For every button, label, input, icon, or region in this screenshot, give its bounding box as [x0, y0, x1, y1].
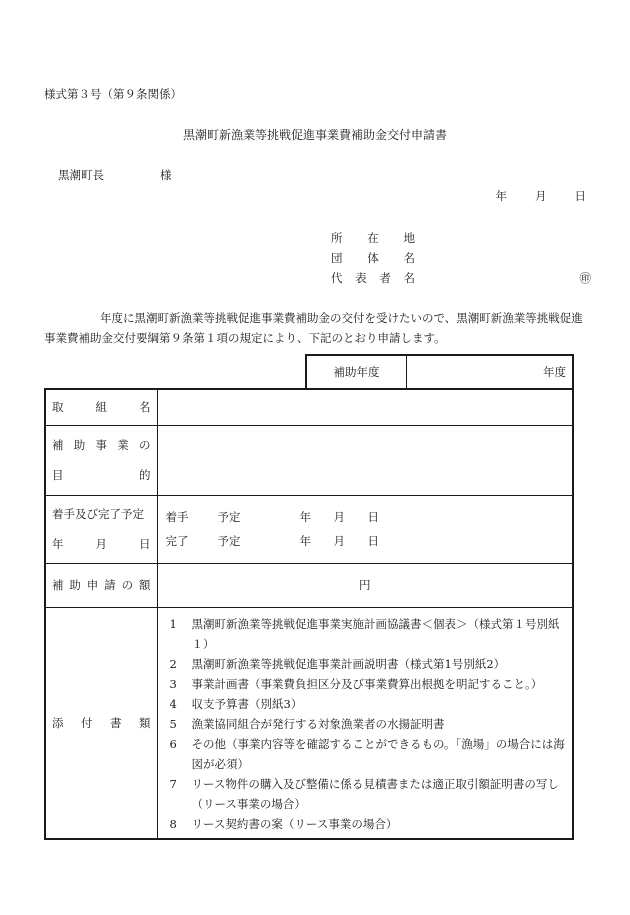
list-item: [170, 694, 567, 714]
char: 所: [331, 231, 343, 245]
schedule-label: [45, 495, 157, 563]
list-item: [170, 814, 567, 834]
end-day: 日: [367, 534, 379, 548]
char: 付: [81, 715, 93, 730]
char: 補: [52, 438, 64, 452]
seal-mark: ㊞: [579, 271, 591, 285]
char: 日: [139, 537, 151, 551]
table-row: [45, 607, 573, 839]
char: 添: [52, 715, 64, 730]
char: 組: [95, 400, 107, 415]
item-number: 3: [169, 676, 177, 691]
list-item: [170, 674, 567, 694]
applicant-group-row: [331, 250, 591, 270]
addressee: [58, 167, 172, 183]
char: 月: [95, 537, 107, 551]
list-item: [170, 714, 567, 734]
list-item: [170, 734, 567, 774]
item-text: リース契約書の案（リース事業の場合）: [191, 816, 398, 831]
char: 額: [138, 578, 151, 592]
table-row: [45, 389, 573, 425]
char: 事: [95, 438, 107, 452]
char: 表: [355, 271, 367, 285]
end-date-line: [166, 529, 573, 553]
table-row: [45, 425, 573, 495]
effort-name-label: [45, 389, 157, 425]
applicant-address-row: [331, 230, 591, 250]
subsidy-year-row: [305, 354, 574, 388]
date-line: [468, 188, 587, 204]
item-number: 7: [169, 776, 177, 791]
end-label: 完了: [165, 534, 189, 548]
purpose-field[interactable]: [157, 425, 573, 495]
purpose-label: [45, 425, 157, 495]
attachments-list: [157, 607, 573, 839]
item-text: その他（事業内容等を確認することができるもの。「漁場」の場合には海図が必須）: [191, 736, 565, 771]
application-statement: 年度に黒潮町新漁業等挑戦促進事業費補助金の交付を受けたいので、黒潮町新漁業等挑戦促進事業費補助金交付要綱第９条第１項の規定により、下記のとおり申請します。: [44, 311, 583, 345]
end-month: 月: [333, 534, 345, 548]
list-item: [170, 614, 567, 654]
char: 的: [139, 468, 151, 482]
applicant-rep-row: [331, 270, 591, 290]
start-date-line: [166, 505, 573, 529]
char: 在: [367, 231, 379, 245]
char: 書: [110, 715, 122, 730]
main-table: [44, 388, 574, 840]
item-text: リース物件の購入及び整備に係る見積書または適正取引額証明書の写し（リース事業の場合）: [191, 776, 559, 811]
applicant-rep-label: [331, 270, 415, 286]
end-planned: 予定: [217, 534, 241, 548]
char: の: [121, 578, 134, 592]
subsidy-year-field[interactable]: 年度: [543, 365, 566, 379]
subsidy-year-label: 補助年度: [307, 356, 407, 388]
char: 類: [139, 715, 151, 730]
start-label: 着手: [165, 510, 189, 524]
item-number: 8: [169, 816, 177, 831]
applicant-group-label: [331, 250, 415, 266]
item-number: 5: [169, 716, 177, 731]
item-text: 事業計画書（事業費負担区分及び事業費算出根拠を明記すること。）: [191, 676, 543, 691]
char: 目: [52, 468, 64, 482]
end-year: 年: [299, 534, 311, 548]
char: 者: [379, 271, 391, 285]
date-day: 日: [574, 189, 586, 203]
item-text: 黒潮町新漁業等挑戦促進事業実施計画協議書＜個表＞（様式第１号別紙１）: [191, 616, 560, 651]
amount-label: [45, 563, 157, 607]
attachments-label: [45, 607, 157, 839]
date-month: 月: [535, 189, 547, 203]
table-row: [45, 495, 573, 563]
char: 助: [73, 438, 86, 452]
start-day: 日: [367, 510, 379, 524]
char: 名: [139, 400, 151, 415]
date-year: 年: [495, 189, 507, 203]
start-planned: 予定: [217, 510, 241, 524]
char: 名: [403, 271, 415, 285]
schedule-field[interactable]: [157, 495, 573, 563]
char: 地: [403, 231, 415, 245]
amount-unit: 円: [359, 578, 371, 592]
addressee-name: 黒潮町長: [58, 168, 104, 182]
char: 団: [331, 251, 343, 265]
table-row: [45, 563, 573, 607]
char: 助: [69, 578, 81, 592]
form-number: 様式第３号（第９条関係）: [44, 87, 182, 101]
item-text: 収支予算書（別紙3）: [191, 696, 303, 711]
list-item: [170, 654, 567, 674]
start-month: 月: [333, 510, 345, 524]
char: 補: [52, 578, 64, 592]
item-text: 黒潮町新漁業等挑戦促進事業計画説明書（様式第1号別紙2）: [191, 656, 506, 671]
char: 申: [86, 578, 99, 592]
item-number: 4: [169, 696, 177, 711]
page-title: 黒潮町新漁業等挑戦促進事業費補助金交付申請書: [182, 128, 447, 142]
char: 代: [331, 271, 343, 285]
item-number: 6: [169, 736, 177, 751]
char: 体: [367, 251, 379, 265]
applicant-block: [331, 230, 591, 290]
char: 業: [117, 438, 129, 452]
char: 年: [52, 537, 64, 551]
char: 名: [403, 251, 415, 265]
char: 取: [52, 400, 64, 415]
char: の: [139, 438, 151, 452]
amount-field[interactable]: [157, 563, 573, 607]
item-text: 漁業協同組合が発行する対象漁業者の水揚証明書: [191, 716, 445, 731]
list-item: [170, 774, 567, 814]
schedule-label-line1: 着手及び完了予定: [52, 507, 144, 521]
start-year: 年: [299, 510, 311, 524]
effort-name-field[interactable]: [157, 389, 573, 425]
char: 請: [104, 578, 116, 592]
addressee-sama: 様: [160, 168, 172, 182]
item-number: 1: [169, 616, 177, 631]
item-number: 2: [169, 656, 177, 671]
applicant-address-label: [331, 230, 415, 246]
